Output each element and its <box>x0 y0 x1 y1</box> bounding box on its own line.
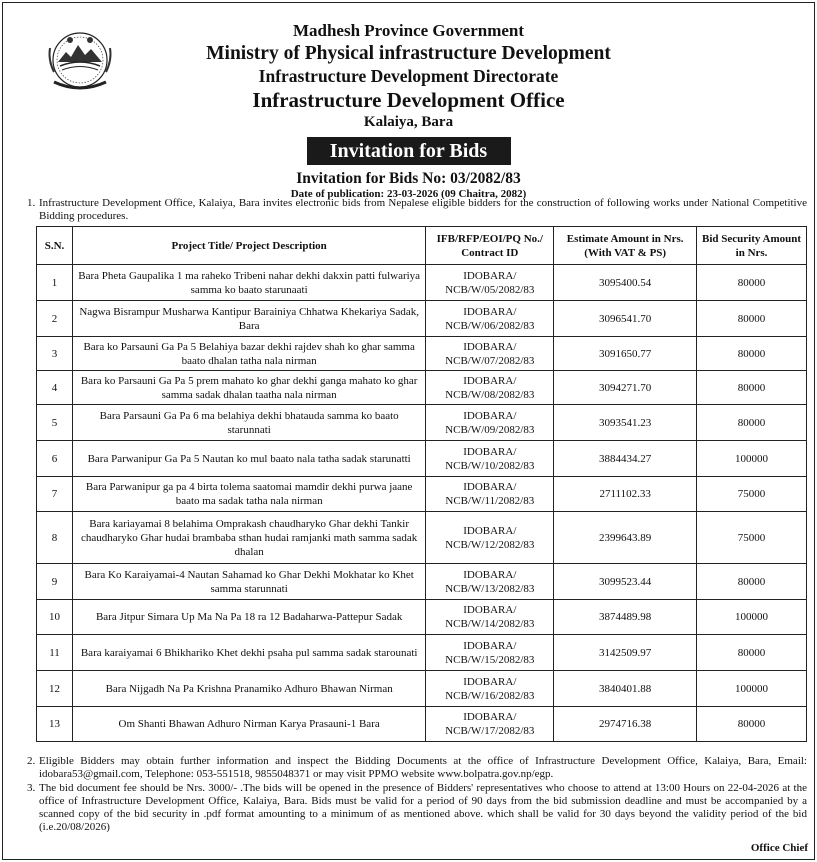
cell-estimate: 3840401.88 <box>554 671 697 707</box>
table-row <box>37 635 807 671</box>
cell-estimate: 3094271.70 <box>554 371 697 405</box>
cell-title: Nagwa Bisrampur Musharwa Kantipur Barainiya Chhatwa Khekariya Sadak, Bara <box>72 301 425 337</box>
cell-security: 80000 <box>697 371 807 405</box>
cell-security: 100000 <box>697 671 807 707</box>
office-location: Kalaiya, Bara <box>363 114 454 130</box>
table-row <box>37 564 807 600</box>
cell-security: 80000 <box>697 265 807 301</box>
cell-security: 100000 <box>697 441 807 477</box>
cell-estimate: 3096541.70 <box>554 301 697 337</box>
cell-sn: 4 <box>37 371 73 405</box>
cell-sn: 2 <box>37 301 73 337</box>
table-row <box>37 441 807 477</box>
table-row <box>37 337 807 371</box>
cell-contract: IDOBARA/ NCB/W/09/2082/83 <box>426 405 554 441</box>
header-estimate: Estimate Amount in Nrs. (With VAT & PS) <box>554 227 697 265</box>
cell-estimate: 3884434.27 <box>554 441 697 477</box>
publication-date: Date of publication: 23-03-2026 (09 Chaitra, 2082) <box>290 188 527 200</box>
cell-estimate: 2711102.33 <box>554 477 697 512</box>
header-sn: S.N. <box>37 227 73 265</box>
cell-estimate: 3099523.44 <box>554 564 697 600</box>
bids-table <box>36 226 807 742</box>
cell-estimate: 2974716.38 <box>554 707 697 742</box>
table-row <box>37 371 807 405</box>
cell-title: Bara ko Parsauni Ga Pa 5 prem mahato ko ghar dekhi ganga mahato ko ghar samma sadak dhalan taatha nala nirman <box>72 371 425 405</box>
cell-title: Bara Jitpur Simara Up Ma Na Pa 18 ra 12 Badaharwa-Pattepur Sadak <box>72 600 425 635</box>
cell-contract: IDOBARA/ NCB/W/11/2082/83 <box>426 477 554 512</box>
cell-contract: IDOBARA/ NCB/W/14/2082/83 <box>426 600 554 635</box>
cell-title: Bara Nijgadh Na Pa Krishna Pranamiko Adhuro Bhawan Nirman <box>72 671 425 707</box>
cell-security: 80000 <box>697 635 807 671</box>
cell-sn: 6 <box>37 441 73 477</box>
cell-sn: 9 <box>37 564 73 600</box>
paragraph-text: Eligible Bidders may obtain further information and inspect the Bidding Documents at the office of Infrastructure Development Office, Kalaiya, Bara, Email: idobara53@gmail.com, Telephone: 053-551518, 9855048371 or may visit PPMO website www.bolpatra.gov.np/egp. <box>39 755 807 780</box>
cell-security: 80000 <box>697 337 807 371</box>
header-security: Bid Security Amount in Nrs. <box>697 227 807 265</box>
signature-office-chief: Office Chief <box>750 842 808 854</box>
cell-contract: IDOBARA/ NCB/W/13/2082/83 <box>426 564 554 600</box>
cell-title: Bara karaiyamai 6 Bhikhariko Khet dekhi psaha pul samma sadak starounati <box>72 635 425 671</box>
table-header-row <box>37 227 807 265</box>
cell-contract: IDOBARA/ NCB/W/06/2082/83 <box>426 301 554 337</box>
cell-contract: IDOBARA/ NCB/W/17/2082/83 <box>426 707 554 742</box>
cell-contract: IDOBARA/ NCB/W/08/2082/83 <box>426 371 554 405</box>
directorate-name: Infrastructure Development Directorate <box>258 66 559 86</box>
cell-security: 100000 <box>697 600 807 635</box>
table-row <box>37 477 807 512</box>
header-title: Project Title/ Project Description <box>72 227 425 265</box>
office-name: Infrastructure Development Office <box>252 88 565 112</box>
cell-estimate: 2399643.89 <box>554 512 697 564</box>
paragraph-3 <box>27 782 807 834</box>
notice-header <box>0 20 817 201</box>
ifb-number: Invitation for Bids No: 03/2082/83 <box>296 170 521 187</box>
cell-security: 80000 <box>697 707 807 742</box>
table-row <box>37 405 807 441</box>
cell-security: 80000 <box>697 564 807 600</box>
cell-sn: 13 <box>37 707 73 742</box>
cell-sn: 3 <box>37 337 73 371</box>
table-row <box>37 671 807 707</box>
cell-title: Bara Pheta Gaupalika 1 ma raheko Tribeni nahar dekhi dakxin patti fulwariya samma ko baato starunaati <box>72 265 425 301</box>
header-contract: IFB/RFP/EOI/PQ No./ Contract ID <box>426 227 554 265</box>
cell-title: Om Shanti Bhawan Adhuro Nirman Karya Prasauni-1 Bara <box>72 707 425 742</box>
table-row <box>37 301 807 337</box>
cell-security: 80000 <box>697 301 807 337</box>
table-body <box>37 265 807 742</box>
cell-sn: 1 <box>37 265 73 301</box>
cell-title: Bara ko Parsauni Ga Pa 5 Belahiya bazar dekhi rajdev shah ko ghar samma baato dhalan tatha nala nirman <box>72 337 425 371</box>
cell-security: 75000 <box>697 512 807 564</box>
cell-estimate: 3142509.97 <box>554 635 697 671</box>
table-row <box>37 265 807 301</box>
invitation-banner: Invitation for Bids <box>307 137 511 165</box>
table-row <box>37 600 807 635</box>
cell-contract: IDOBARA/ NCB/W/12/2082/83 <box>426 512 554 564</box>
table-row <box>37 707 807 742</box>
cell-estimate: 3874489.98 <box>554 600 697 635</box>
cell-title: Bara Parwanipur ga pa 4 birta tolema saatomai mamdir dekhi purwa jaane baato ma sadak tatha nala nirman <box>72 477 425 512</box>
paragraph-2 <box>27 755 807 781</box>
cell-contract: IDOBARA/ NCB/W/05/2082/83 <box>426 265 554 301</box>
table-row <box>37 512 807 564</box>
paragraph-text: Infrastructure Development Office, Kalaiya, Bara invites electronic bids from Nepalese eligible bidders for the construction of following works under National Competitive Bidding procedures. <box>39 197 807 222</box>
cell-estimate: 3095400.54 <box>554 265 697 301</box>
cell-sn: 12 <box>37 671 73 707</box>
cell-sn: 11 <box>37 635 73 671</box>
cell-contract: IDOBARA/ NCB/W/15/2082/83 <box>426 635 554 671</box>
cell-sn: 10 <box>37 600 73 635</box>
cell-title: Bara kariayamai 8 belahima Omprakash chaudharyko Ghar dekhi Tankir chaudharyko Ghar hudai brambaba sthan hudai ramjanki math samma sadak dhalan <box>72 512 425 564</box>
cell-title: Bara Parwanipur Ga Pa 5 Nautan ko mul baato nala tatha sadak starunatti <box>72 441 425 477</box>
cell-estimate: 3091650.77 <box>554 337 697 371</box>
cell-security: 80000 <box>697 405 807 441</box>
cell-sn: 8 <box>37 512 73 564</box>
paragraph-number: 2. <box>27 755 36 767</box>
cell-contract: IDOBARA/ NCB/W/10/2082/83 <box>426 441 554 477</box>
paragraph-1 <box>27 197 807 223</box>
cell-contract: IDOBARA/ NCB/W/16/2082/83 <box>426 671 554 707</box>
cell-estimate: 3093541.23 <box>554 405 697 441</box>
province-name: Madhesh Province Government <box>292 21 525 40</box>
cell-title: Bara Ko Karaiyamai-4 Nautan Sahamad ko Ghar Dekhi Mokhatar ko Khet samma starunnati <box>72 564 425 600</box>
paragraph-number: 3. <box>27 782 36 794</box>
cell-title: Bara Parsauni Ga Pa 6 ma belahiya dekhi bhatauda samma ko baato starunnati <box>72 405 425 441</box>
ministry-name: Ministry of Physical infrastructure Development <box>206 43 611 64</box>
paragraph-number: 1. <box>27 197 36 209</box>
cell-sn: 7 <box>37 477 73 512</box>
paragraph-text: The bid document fee should be Nrs. 3000/- .The bids will be opened in the presence of Bidders' representatives who choose to attend at 13:00 Hours on 22-04-2026 at the office of Infrastructure Development Office, Kalaiya, Bara. Bids must be valid for a period of 90 days from the bid submission deadline and must be accompanied by a scanned copy of the bid security in .pdf format amounting to a minimum of as mentioned above. which shall be valid for 30 days beyond the validity period of the bid (i.e.20/08/2026) <box>39 782 807 833</box>
cell-contract: IDOBARA/ NCB/W/07/2082/83 <box>426 337 554 371</box>
cell-sn: 5 <box>37 405 73 441</box>
cell-security: 75000 <box>697 477 807 512</box>
